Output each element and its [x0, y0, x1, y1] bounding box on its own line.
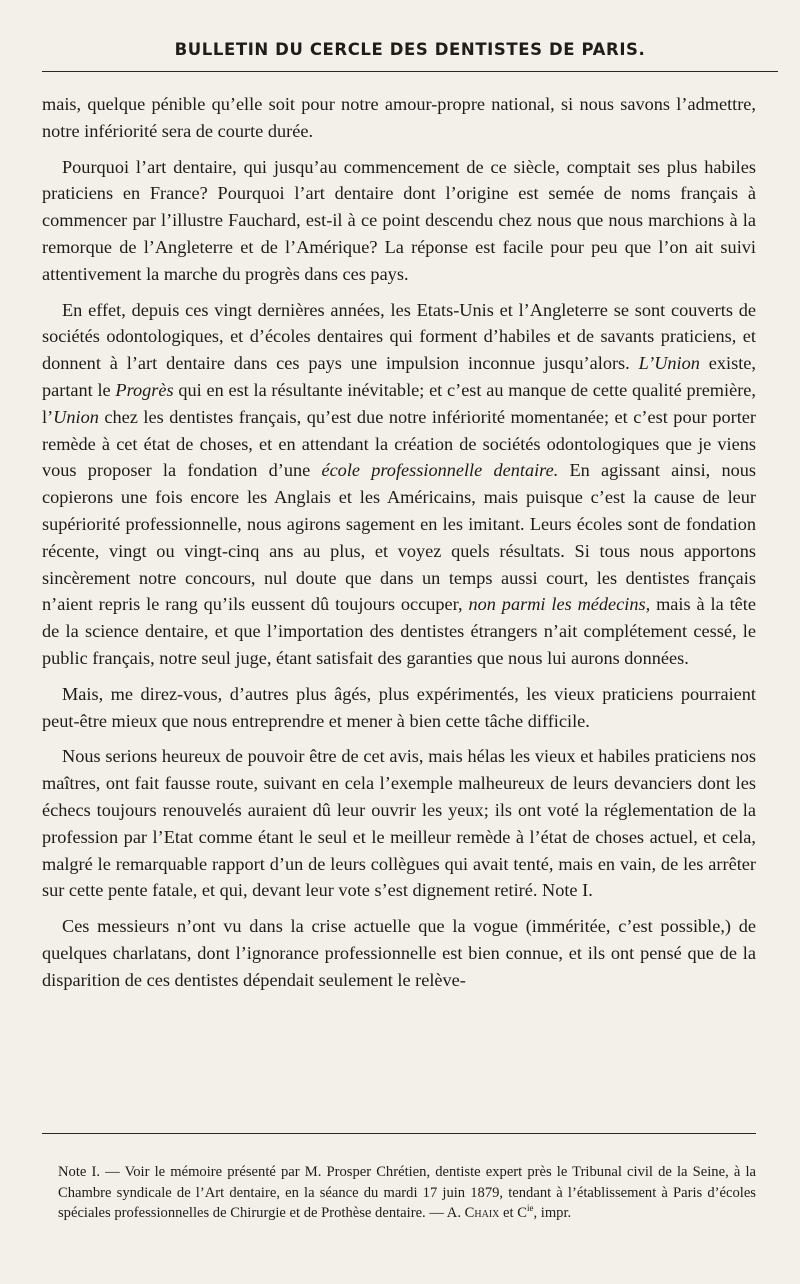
- italic-progres: Progrès: [115, 379, 174, 400]
- running-header: BULLETIN DU CERCLE DES DENTISTES DE PARIS.: [174, 40, 646, 59]
- body-text: [42, 91, 756, 1003]
- footnote-rule: [42, 1133, 756, 1134]
- paragraph-6: Ces messieurs n’ont vu dans la crise actuelle que la vogue (imméritée, c’est possible,) de quelques charlatans, dont l’ignorance professionnelle est bien connue, et ils ont pensé que de la disparition de ces dentistes dépendait seulement le relève-: [42, 916, 756, 990]
- italic-ecole-professionnelle: école professionnelle dentaire.: [321, 460, 559, 481]
- printer-name: Chaix: [464, 1205, 500, 1222]
- printer-sup: ie: [526, 1203, 534, 1214]
- header-rule: [42, 71, 778, 72]
- printer-c: C: [517, 1205, 527, 1222]
- paragraph-3-text-6: mais à la tête de la science dentaire, et que l’importation des dentistes étrangers n’ait complétement cessé, le public français, notre seul juge, étant satisfait des garanties que nous lui aurons données.: [42, 594, 756, 668]
- paragraph-3-text-3: qui en est la résultante inévitable; et c’est au manque de cette qualité première, l’: [42, 379, 756, 427]
- paragraph-4: Mais, me direz-vous, d’autres plus âgés, plus expérimentés, les vieux praticiens pourraient peut-être mieux que nous entreprendre et mener à bien cette tâche difficile.: [42, 683, 756, 731]
- paragraph-3-text-1: En effet, depuis ces vingt dernières années, les Etats-Unis et l’Angleterre se sont couverts de sociétés odontologiques, et d’écoles dentaires qui forment d’habiles et de savants praticiens, et donnent à l’art dentaire dans ces pays une impulsion inconnue jusqu’alors.: [42, 299, 756, 374]
- paragraph-2: Pourquoi l’art dentaire, qui jusqu’au commencement de ce siècle, comptait ses plus habiles praticiens en France? Pourquoi l’art dentaire dont l’origine est semée de noms français à commencer par l’illustre Fauchard, est-il à ce point descendu chez nous que nous marchions à la remorque de l’Angleterre et de l’Amérique? La réponse est facile pour peu que l’on ait suivi attentivement la marche du progrès dans ces pays.: [42, 156, 756, 284]
- italic-union-1: L’Union: [638, 353, 700, 374]
- paragraph-3-text-4: chez les dentistes français, qu’est due notre infériorité momentanée; et c’est pour porter remède à cet état de choses, et en attendant la création de sociétés odontologiques que je viens vous proposer la fondation d’une: [42, 406, 756, 481]
- paragraph-5: Nous serions heureux de pouvoir être de cet avis, mais hélas les vieux et habiles praticiens nos maîtres, ont fait fausse route, suivant en cela l’exemple malheureux de leurs devanciers dont les échecs toujours renouvelés auraient dû leur ouvrir les yeux; ils ont voté la réglementation de la profession par l’Etat comme étant le seul et le meilleur remède à l’état de choses actuel, et cela, malgré le remarquable rapport d’un de leurs collègues qui avait tenté, mais en vain, de les arrêter sur cette pente fatale, et qui, devant leur vote s’est dignement retiré. Note I.: [42, 746, 756, 901]
- printer-initial: A.: [446, 1205, 461, 1222]
- printer-end: , impr.: [533, 1205, 572, 1222]
- paragraph-1: mais, quelque pénible qu’elle soit pour notre amour-propre national, si nous savons l’admettre, notre infériorité sera de courte durée.: [42, 94, 756, 141]
- printer-et: et: [503, 1205, 514, 1222]
- italic-non-parmi-les-medecins: non parmi les médecins,: [468, 594, 651, 615]
- footnote-text: Note I. — Voir le mémoire présenté par M. Prosper Chrétien, dentiste expert près le Tribunal civil de la Seine, à la Chambre syndicale de l’Art dentaire, en la séance du mardi 17 juin 1879, tendant à l’établissement à Paris d’écoles spéciales professionnelles de Chirurgie et de Prothèse dentaire. —: [58, 1164, 756, 1222]
- footnote: [58, 1162, 756, 1224]
- paragraph-3: [42, 297, 756, 672]
- italic-union-2: Union: [53, 406, 99, 427]
- paragraph-3-text-2: existe, partant le: [42, 353, 756, 400]
- paragraph-3-text-5: En agissant ainsi, nous copierons une fois encore les Anglais et les Américains, mais puisque c’est la cause de leur supériorité professionnelle, nous agirons sagement en les imitant. Leurs écoles sont de fondation récente, vingt ou vingt-cinq ans au plus, et voyez quels résultats. Si tous nous apportons sincèrement notre concours, nul doute que dans un temps aussi court, les dentistes français n’aient repris le rang qu’ils eussent dû toujours occuper,: [42, 460, 756, 615]
